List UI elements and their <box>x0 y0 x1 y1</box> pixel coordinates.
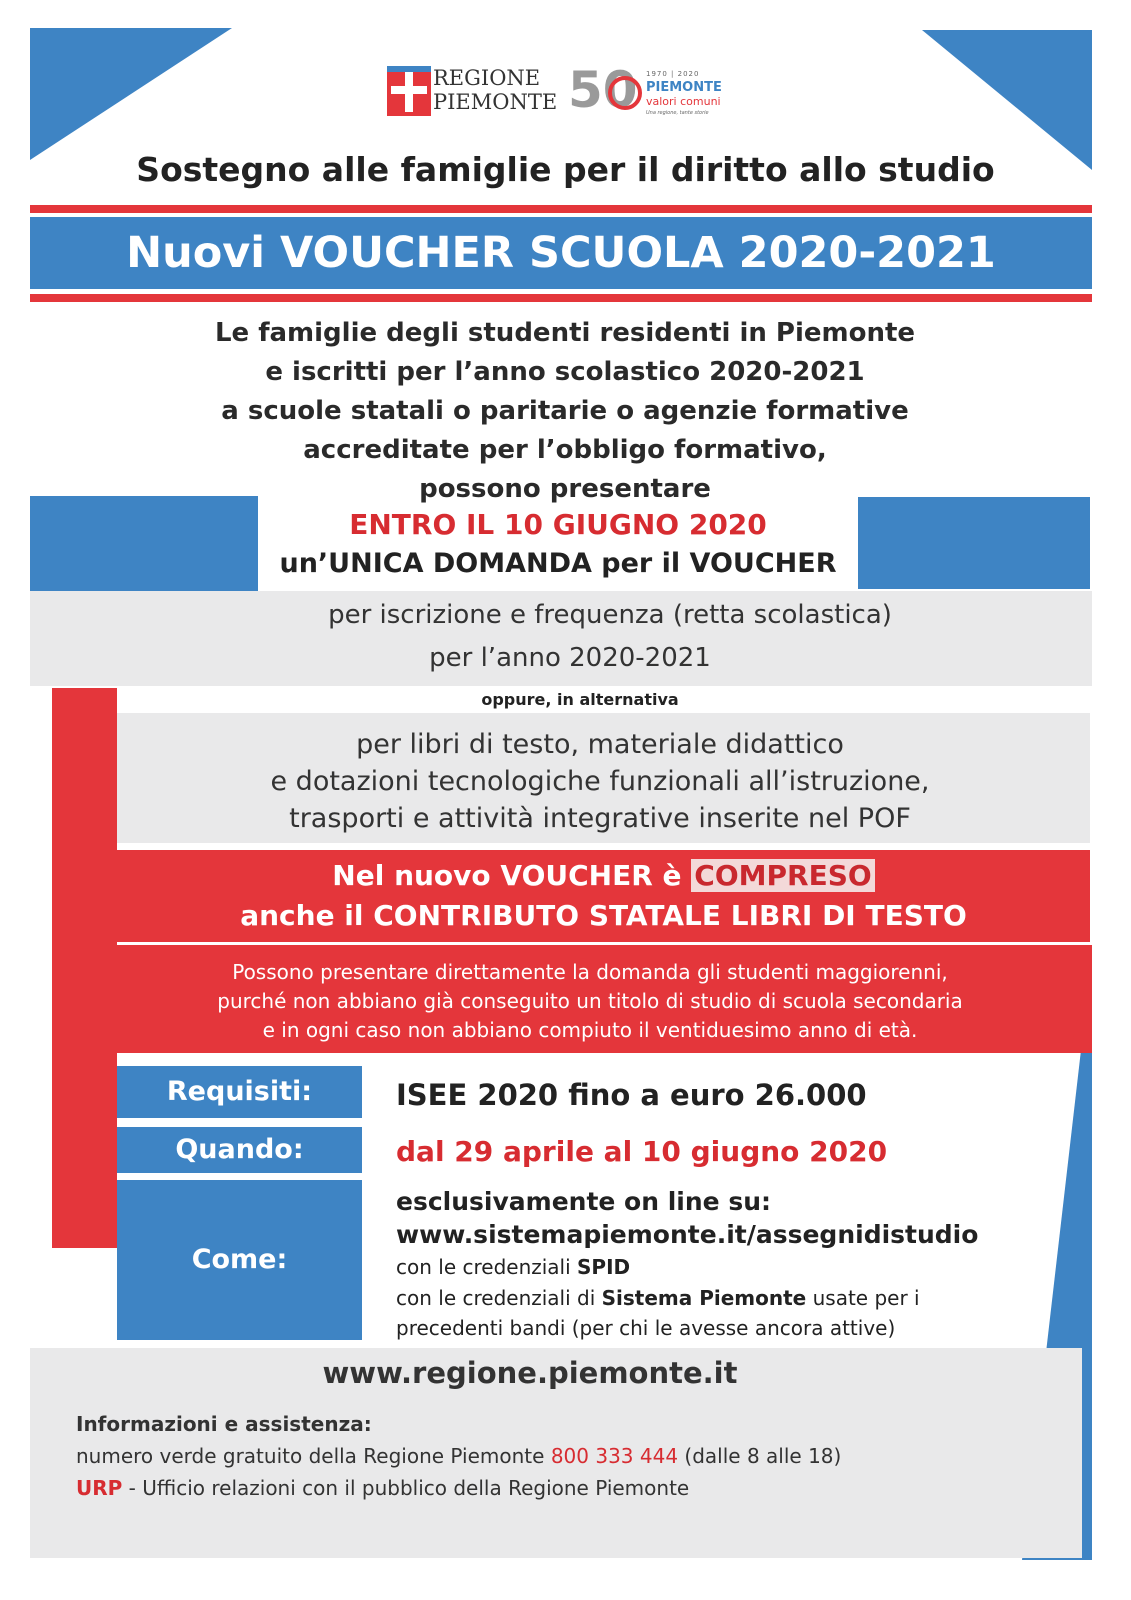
maggiorenni-line: e in ogni caso non abbiano compiuto il ventiduesimo anno di età. <box>262 1018 918 1042</box>
sistema-piemonte-text: Sistema Piemonte <box>601 1286 807 1310</box>
urp-text: - Ufficio relazioni con il pubblico della Regione Piemonte <box>122 1476 690 1500</box>
option2-line: e dotazioni tecnologiche funzionali all’istruzione, <box>270 766 930 797</box>
come-line4-text: con le credenziali di <box>396 1286 602 1310</box>
come-line3-text: con le credenziali <box>396 1255 578 1279</box>
quando-value: dal 29 aprile al 10 giugno 2020 <box>396 1135 888 1168</box>
maggiorenni-line: Possono presentare direttamente la domanda gli studenti maggiorenni, <box>232 960 948 984</box>
numero-verde-text: numero verde gratuito della Regione Piemonte <box>76 1444 551 1468</box>
quando-label: Quando: <box>175 1134 304 1165</box>
anniversary-tagline: valori comuni <box>646 95 721 108</box>
intro-line: accreditate per l’obbligo formativo, <box>303 435 827 465</box>
come-details <box>396 1186 1036 1343</box>
maggiorenni-line: purché non abbiano già conseguito un titolo di studio di scuola secondaria <box>217 989 963 1013</box>
contributo-line2: anche il CONTRIBUTO STATALE LIBRI DI TESTO <box>240 899 967 932</box>
option1-line1: per iscrizione e frequenza (retta scolastica) <box>328 600 892 630</box>
intro-line: possono presentare <box>419 474 711 504</box>
come-label-cell <box>117 1180 362 1340</box>
piemonte-word: PIEMONTE <box>433 90 558 114</box>
come-label: Come: <box>191 1244 288 1275</box>
come-line3 <box>396 1252 1036 1283</box>
regione-word: REGIONE <box>433 66 541 90</box>
contributo-line1-text: Nel nuovo VOUCHER è <box>332 859 692 892</box>
option1-line2: per l’anno 2020-2021 <box>429 643 711 673</box>
intro-line: e iscritti per l’anno scolastico 2020-2021 <box>265 357 865 387</box>
deadline-text: ENTRO IL 10 GIUGNO 2020 <box>349 508 767 541</box>
come-line1: esclusivamente on line su: <box>396 1187 771 1216</box>
unica-domanda-text: un’UNICA DOMANDA per il VOUCHER <box>279 548 837 579</box>
phone-number[interactable]: 800 333 444 <box>550 1444 679 1468</box>
anniversary-years: 1970 | 2020 <box>646 70 700 78</box>
intro-line: Le famiglie degli studenti residenti in Piemonte <box>214 318 916 348</box>
compreso-highlight: COMPRESO <box>691 859 874 892</box>
website-link[interactable]: www.regione.piemonte.it <box>322 1356 738 1390</box>
orari-text: (dalle 8 alle 18) <box>678 1444 842 1468</box>
option2-line: trasporti e attività integrative inserite nel POF <box>289 803 911 834</box>
requisiti-label-cell <box>117 1066 362 1118</box>
sistemapiemonte-link[interactable]: www.sistemapiemonte.it/assegnidistudio <box>396 1220 979 1249</box>
page-title: Nuovi VOUCHER SCUOLA 2020-2021 <box>126 228 996 278</box>
info-title: Informazioni e assistenza: <box>76 1412 372 1436</box>
come-line5: precedenti bandi (per chi le avesse ancora attive) <box>396 1316 896 1340</box>
alternative-text: oppure, in alternativa <box>481 690 679 709</box>
intro-line: a scuole statali o paritarie o agenzie formative <box>221 396 909 426</box>
anniversary-name: PIEMONTE <box>646 80 722 95</box>
info-block <box>76 1408 1036 1504</box>
come-line4-post: usate per i <box>806 1286 920 1310</box>
quando-label-cell <box>117 1127 362 1173</box>
requisiti-value: ISEE 2020 fino a euro 26.000 <box>396 1078 867 1112</box>
urp-code: URP <box>76 1476 123 1500</box>
spid-text: SPID <box>577 1255 631 1279</box>
anniversary-small-text: Una regione, tante storie <box>646 110 709 116</box>
anniversary-number: 50 <box>568 61 638 119</box>
come-line4 <box>396 1283 1036 1314</box>
option2-line: per libri di testo, materiale didattico <box>356 729 844 760</box>
numero-verde-line <box>76 1440 1036 1472</box>
requisiti-label: Requisiti: <box>166 1076 313 1107</box>
urp-line <box>76 1472 1036 1504</box>
page-subtitle: Sostegno alle famiglie per il diritto allo studio <box>136 150 995 189</box>
